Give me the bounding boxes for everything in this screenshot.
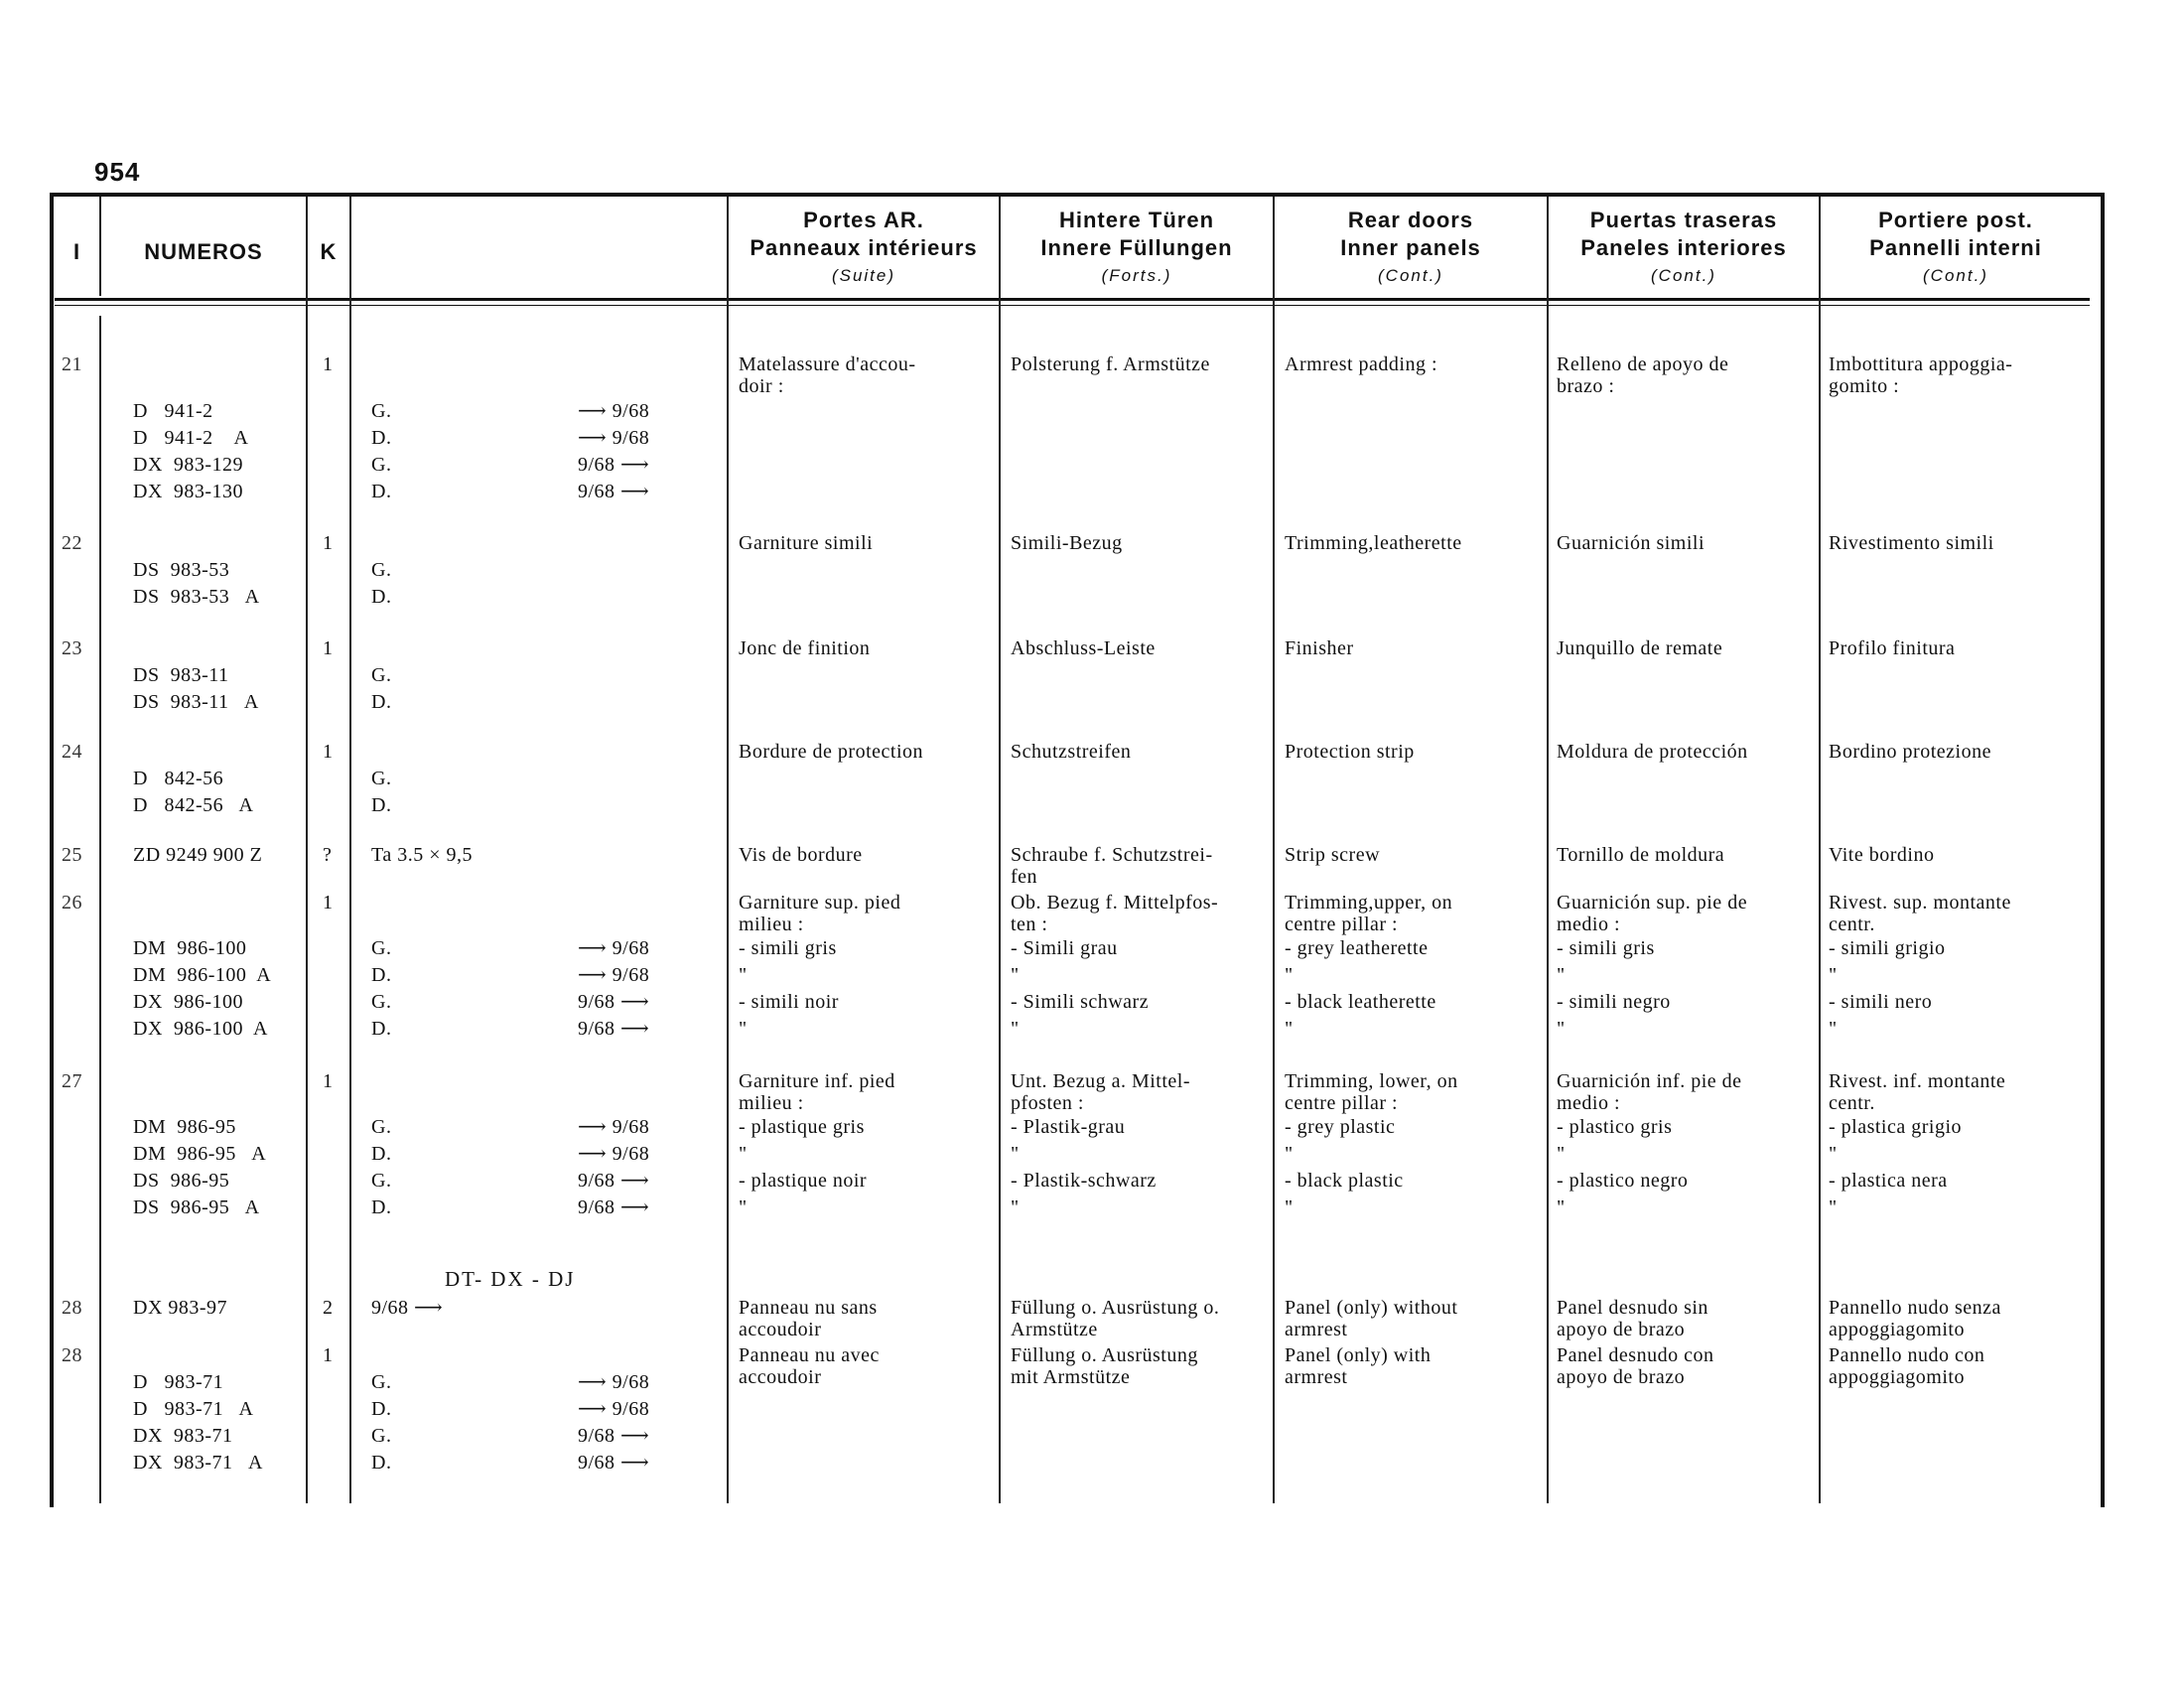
variant-english: " xyxy=(1285,1196,1294,1218)
desc-spanish: Moldura de protección xyxy=(1557,741,1748,763)
variant-english: - black leatherette xyxy=(1285,991,1436,1013)
header-line: Portes AR. xyxy=(803,208,924,232)
variant-italian: - plastica nera xyxy=(1829,1170,1948,1192)
header-french xyxy=(729,207,999,290)
desc-spanish: Guarnición sup. pie de medio : xyxy=(1557,892,1748,935)
desc-spanish: Junquillo de remate xyxy=(1557,637,1723,659)
header-k: K xyxy=(320,239,338,264)
item-index: 26 xyxy=(62,892,82,914)
item-quantity: 1 xyxy=(323,353,334,375)
part-number: DM 986-100 A xyxy=(133,964,272,986)
side-code: D. xyxy=(371,1018,392,1040)
date-range: ⟶ 9/68 xyxy=(578,1143,650,1165)
header-line: Portiere post. xyxy=(1878,208,2033,232)
header-german xyxy=(1001,207,1273,290)
header-sub: (Cont.) xyxy=(1378,266,1443,285)
desc-french: Bordure de protection xyxy=(739,741,923,763)
side-code: D. xyxy=(371,586,392,608)
desc-english: Trimming,upper, on centre pillar : xyxy=(1285,892,1453,935)
item-index: 23 xyxy=(62,637,82,659)
desc-italian: Profilo finitura xyxy=(1829,637,1956,659)
item-index: 22 xyxy=(62,532,82,554)
desc-french: Vis de bordure xyxy=(739,844,863,866)
date-range: ⟶ 9/68 xyxy=(578,400,650,422)
side-code: D. xyxy=(371,964,392,986)
variant-spanish: - simili negro xyxy=(1557,991,1671,1013)
header-sub: (Forts.) xyxy=(1101,266,1172,285)
desc-german: Füllung o. Ausrüstung mit Armstütze xyxy=(1011,1344,1198,1388)
item-index: 28 xyxy=(62,1297,82,1319)
variant-french: " xyxy=(739,1018,748,1040)
desc-french: Jonc de finition xyxy=(739,637,871,659)
desc-german: Polsterung f. Armstütze xyxy=(1011,353,1210,375)
variant-spanish: " xyxy=(1557,1018,1566,1040)
side-code: G. xyxy=(371,1425,392,1447)
desc-french: Garniture simili xyxy=(739,532,874,554)
date-range: ⟶ 9/68 xyxy=(578,1398,650,1420)
variant-german: - Plastik-schwarz xyxy=(1011,1170,1157,1192)
variant-english: - grey leatherette xyxy=(1285,937,1429,959)
item-quantity: 1 xyxy=(323,637,334,659)
header-divider xyxy=(55,298,2090,301)
header-line: Rear doors xyxy=(1347,208,1474,232)
desc-english: Finisher xyxy=(1285,637,1354,659)
header-spanish xyxy=(1549,207,1819,290)
side-code: G. xyxy=(371,400,392,422)
variant-spanish: " xyxy=(1557,1143,1566,1165)
part-number: D 842-56 xyxy=(133,768,224,789)
header-line: Hintere Türen xyxy=(1058,208,1215,232)
desc-english: Trimming, lower, on centre pillar : xyxy=(1285,1070,1458,1114)
part-number: DM 986-95 A xyxy=(133,1143,267,1165)
column-divider xyxy=(1273,197,1275,1503)
page-number: 954 xyxy=(94,157,141,187)
desc-english: Armrest padding : xyxy=(1285,353,1438,375)
variant-french: " xyxy=(739,1143,748,1165)
variant-german: " xyxy=(1011,964,1020,986)
part-number: D 842-56 A xyxy=(133,794,254,816)
part-number: DM 986-100 xyxy=(133,937,247,959)
side-code: D. xyxy=(371,691,392,713)
column-divider xyxy=(1819,197,1821,1503)
date-range: ⟶ 9/68 xyxy=(578,937,650,959)
date-range: 9/68 ⟶ xyxy=(578,991,650,1013)
side-code: G. xyxy=(371,454,392,476)
variant-german: - Simili schwarz xyxy=(1011,991,1150,1013)
desc-italian: Rivest. sup. montante centr. xyxy=(1829,892,2011,935)
desc-french: Garniture sup. pied milieu : xyxy=(739,892,901,935)
part-number: DX 983-97 xyxy=(133,1297,228,1319)
desc-german: Schraube f. Schutzstrei- fen xyxy=(1011,844,1213,888)
side-code: G. xyxy=(371,937,392,959)
header-sub: (Cont.) xyxy=(1923,266,1988,285)
variant-italian: " xyxy=(1829,964,1838,986)
variant-english: " xyxy=(1285,1143,1294,1165)
item-index: 27 xyxy=(62,1070,82,1092)
part-number: DS 983-11 xyxy=(133,664,229,686)
item-index: 24 xyxy=(62,741,82,763)
date-range: 9/68 ⟶ xyxy=(578,1018,650,1040)
variant-spanish: - plastico negro xyxy=(1557,1170,1689,1192)
desc-spanish: Guarnición inf. pie de medio : xyxy=(1557,1070,1742,1114)
variant-english: " xyxy=(1285,1018,1294,1040)
side-code: G. xyxy=(371,768,392,789)
desc-german: Abschluss-Leiste xyxy=(1011,637,1156,659)
variant-french: " xyxy=(739,964,748,986)
part-number: DX 983-71 A xyxy=(133,1452,263,1474)
header-line: Puertas traseras xyxy=(1589,208,1778,232)
desc-spanish: Guarnición simili xyxy=(1557,532,1706,554)
desc-english: Panel (only) without armrest xyxy=(1285,1297,1458,1340)
column-divider xyxy=(306,197,308,1503)
part-spec: Ta 3.5 × 9,5 xyxy=(371,844,473,866)
desc-french: Matelassure d'accou- doir : xyxy=(739,353,916,397)
part-number: DS 983-53 xyxy=(133,559,230,581)
desc-french: Garniture inf. pied milieu : xyxy=(739,1070,895,1114)
part-number: DX 983-71 xyxy=(133,1425,233,1447)
side-code: D. xyxy=(371,1452,392,1474)
side-code: D. xyxy=(371,794,392,816)
date-range: ⟶ 9/68 xyxy=(578,1116,650,1138)
date-range: ⟶ 9/68 xyxy=(578,1371,650,1393)
part-number: DX 986-100 xyxy=(133,991,244,1013)
variant-italian: - simili grigio xyxy=(1829,937,1946,959)
side-code: D. xyxy=(371,1398,392,1420)
variant-italian: - simili nero xyxy=(1829,991,1933,1013)
side-code: G. xyxy=(371,1170,392,1192)
variant-english: - black plastic xyxy=(1285,1170,1404,1192)
item-index: 21 xyxy=(62,353,82,375)
desc-german: Ob. Bezug f. Mittelpfos- ten : xyxy=(1011,892,1219,935)
desc-german: Simili-Bezug xyxy=(1011,532,1123,554)
variant-german: - Simili grau xyxy=(1011,937,1118,959)
header-numeros: NUMEROS xyxy=(144,239,263,264)
variant-french: - plastique gris xyxy=(739,1116,865,1138)
part-number: DX 986-100 A xyxy=(133,1018,268,1040)
variant-french: - plastique noir xyxy=(739,1170,868,1192)
header-sub: (Cont.) xyxy=(1651,266,1716,285)
part-number: D 983-71 xyxy=(133,1371,224,1393)
header-line: Pannelli interni xyxy=(1869,235,2042,260)
date-range: ⟶ 9/68 xyxy=(578,427,650,449)
side-code: D. xyxy=(371,481,392,502)
date-range: 9/68 ⟶ xyxy=(578,454,650,476)
variant-french: " xyxy=(739,1196,748,1218)
date-range: 9/68 ⟶ xyxy=(578,1170,650,1192)
desc-german: Füllung o. Ausrüstung o. Armstütze xyxy=(1011,1297,1220,1340)
variant-german: " xyxy=(1011,1143,1020,1165)
desc-italian: Rivestimento simili xyxy=(1829,532,1994,554)
date-range: 9/68 ⟶ xyxy=(578,1196,650,1218)
header-sub: (Suite) xyxy=(831,266,896,285)
column-divider xyxy=(999,197,1001,1503)
variant-english: " xyxy=(1285,964,1294,986)
variant-italian: - plastica grigio xyxy=(1829,1116,1963,1138)
header-line: Panneaux intérieurs xyxy=(750,235,978,260)
desc-italian: Vite bordino xyxy=(1829,844,1935,866)
side-code: G. xyxy=(371,664,392,686)
header-line: Innere Füllungen xyxy=(1040,235,1233,260)
desc-spanish: Tornillo de moldura xyxy=(1557,844,1725,866)
variant-spanish: " xyxy=(1557,1196,1566,1218)
part-number: DX 983-129 xyxy=(133,454,244,476)
variant-french: - simili noir xyxy=(739,991,839,1013)
variant-italian: " xyxy=(1829,1196,1838,1218)
variant-german: " xyxy=(1011,1196,1020,1218)
part-number: DX 983-130 xyxy=(133,481,244,502)
side-code: D. xyxy=(371,1196,392,1218)
part-number: DS 983-11 A xyxy=(133,691,259,713)
date-range: 9/68 ⟶ xyxy=(578,1425,650,1447)
side-code: G. xyxy=(371,559,392,581)
column-divider xyxy=(1547,197,1549,1503)
desc-italian: Imbottitura appoggia- gomito : xyxy=(1829,353,2013,397)
item-quantity: 1 xyxy=(323,741,334,763)
side-code: G. xyxy=(371,1371,392,1393)
desc-french: Panneau nu sans accoudoir xyxy=(739,1297,878,1340)
desc-french: Panneau nu avec accoudoir xyxy=(739,1344,880,1388)
header-line: Paneles interiores xyxy=(1580,235,1787,260)
item-quantity: 1 xyxy=(323,532,334,554)
part-number: DS 986-95 A xyxy=(133,1196,260,1218)
part-spec: 9/68 ⟶ xyxy=(371,1297,444,1319)
desc-spanish: Panel desnudo sin apoyo de brazo xyxy=(1557,1297,1708,1340)
desc-spanish: Panel desnudo con apoyo de brazo xyxy=(1557,1344,1714,1388)
desc-english: Protection strip xyxy=(1285,741,1415,763)
header-divider-thin xyxy=(55,305,2090,306)
desc-italian: Rivest. inf. montante centr. xyxy=(1829,1070,2006,1114)
header-italian xyxy=(1821,207,2091,290)
desc-spanish: Relleno de apoyo de brazo : xyxy=(1557,353,1729,397)
item-index: 28 xyxy=(62,1344,82,1366)
part-number: D 941-2 xyxy=(133,400,213,422)
variant-spanish: " xyxy=(1557,964,1566,986)
header-english xyxy=(1275,207,1547,290)
part-number: D 941-2 A xyxy=(133,427,249,449)
header-line: Inner panels xyxy=(1340,235,1481,260)
date-range: 9/68 ⟶ xyxy=(578,1452,650,1474)
section-note: DT- DX - DJ xyxy=(445,1267,576,1291)
variant-italian: " xyxy=(1829,1143,1838,1165)
variant-german: - Plastik-grau xyxy=(1011,1116,1126,1138)
item-index: 25 xyxy=(62,844,82,866)
variant-french: - simili gris xyxy=(739,937,837,959)
desc-italian: Pannello nudo senza appoggiagomito xyxy=(1829,1297,2001,1340)
desc-german: Schutzstreifen xyxy=(1011,741,1132,763)
side-code: G. xyxy=(371,991,392,1013)
desc-italian: Pannello nudo con appoggiagomito xyxy=(1829,1344,1985,1388)
item-quantity: ? xyxy=(323,844,333,866)
header-i: I xyxy=(72,239,81,264)
part-number: D 983-71 A xyxy=(133,1398,254,1420)
variant-spanish: - plastico gris xyxy=(1557,1116,1673,1138)
date-range: 9/68 ⟶ xyxy=(578,481,650,502)
side-code: D. xyxy=(371,427,392,449)
desc-german: Unt. Bezug a. Mittel- pfosten : xyxy=(1011,1070,1191,1114)
desc-english: Strip screw xyxy=(1285,844,1381,866)
variant-english: - grey plastic xyxy=(1285,1116,1396,1138)
side-code: G. xyxy=(371,1116,392,1138)
part-number: DS 986-95 xyxy=(133,1170,230,1192)
variant-german: " xyxy=(1011,1018,1020,1040)
part-number: ZD 9249 900 Z xyxy=(133,844,263,866)
part-number: DS 983-53 A xyxy=(133,586,260,608)
part-number: DM 986-95 xyxy=(133,1116,236,1138)
variant-spanish: - simili gris xyxy=(1557,937,1655,959)
side-code: D. xyxy=(371,1143,392,1165)
item-quantity: 1 xyxy=(323,1070,334,1092)
column-divider xyxy=(349,197,351,1503)
item-quantity: 1 xyxy=(323,892,334,914)
variant-italian: " xyxy=(1829,1018,1838,1040)
item-quantity: 2 xyxy=(323,1297,334,1319)
desc-italian: Bordino protezione xyxy=(1829,741,1991,763)
item-quantity: 1 xyxy=(323,1344,334,1366)
desc-english: Panel (only) with armrest xyxy=(1285,1344,1432,1388)
date-range: ⟶ 9/68 xyxy=(578,964,650,986)
column-divider xyxy=(99,316,101,1503)
desc-english: Trimming,leatherette xyxy=(1285,532,1462,554)
column-divider xyxy=(727,197,729,1503)
